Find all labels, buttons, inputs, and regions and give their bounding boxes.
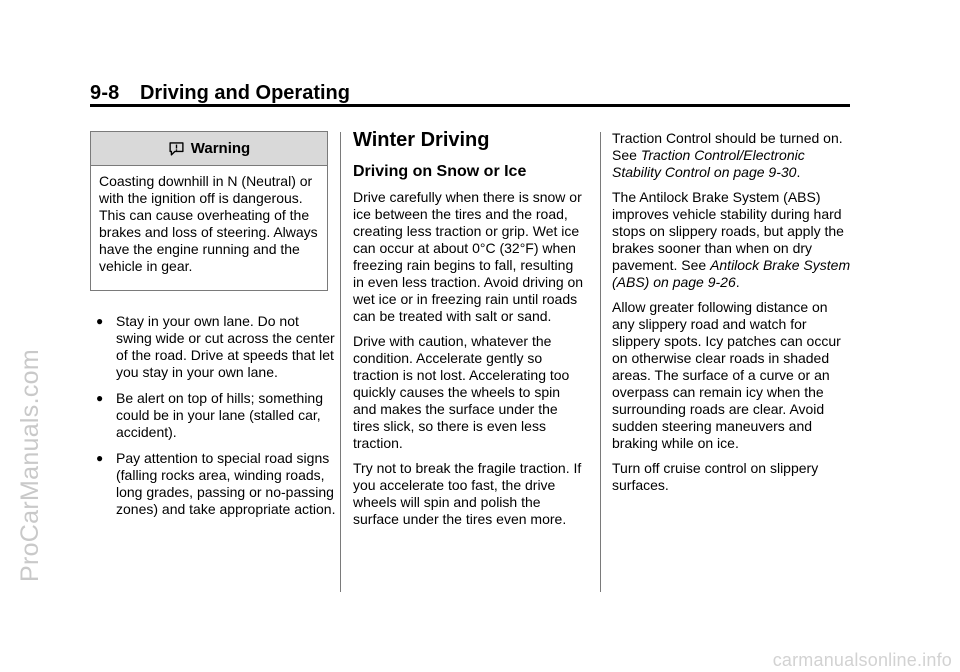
subsection-heading: Driving on Snow or Ice — [353, 163, 527, 180]
page-header — [90, 82, 850, 105]
bullet-icon: ● — [96, 451, 104, 465]
header-rule — [90, 104, 850, 107]
paragraph: Allow greater following distance on any slippery road and watch for slippery spots. Icy patches can occur on otherwise clear roads in shaded areas. The surface of a curve or an overpass can remain icy when the surrounding roads are clear. Avoid sudden steering maneuvers and braking while on ice. — [612, 299, 841, 451]
paragraph: Traction Control should be turned on. See Traction Control/Electronic Stability Control on page 9-30. — [612, 130, 843, 180]
bullet-icon: ● — [96, 314, 104, 328]
paragraph: Drive carefully when there is snow or ice between the tires and the road, creating less traction or grip. Wet ice can occur at about 0°C (32°F) when freezing rain begins to fall, resulting in even less traction. Avoid driving on wet ice or in freezing rain until roads can be treated with salt or sand. — [353, 189, 584, 324]
column-divider-1 — [340, 132, 341, 592]
section-heading: Winter Driving — [353, 129, 490, 151]
warning-text: Coasting downhill in N (Neutral) or with the ignition off is dangerous. This can cause overheating of the brakes and loss of steering. Always have the engine running and the vehicle in gear. — [99, 173, 318, 274]
cross-reference-link[interactable]: Antilock Brake System (ABS) on page 9-26 — [612, 257, 851, 290]
paragraph: Try not to break the fragile traction. If you accelerate too fast, the drive wheels will spin and polish the surface under the tires even more. — [353, 460, 582, 527]
list-item: ● Be alert on top of hills; something could be in your lane (stalled car, accident). — [96, 390, 324, 440]
paragraph: The Antilock Brake System (ABS) improves vehicle stability during hard stops on slippery roads, but apply the brakes sooner than when on dry pavement. See Antilock Brake System (ABS) on page 9-26. — [612, 189, 851, 290]
bullet-icon: ● — [96, 391, 104, 405]
warning-box — [90, 131, 328, 291]
page-number: 9-8 — [90, 82, 120, 104]
list-item: ● Stay in your own lane. Do not swing wide or cut across the center of the road. Drive at speeds that let you stay in your own lane. — [96, 313, 335, 380]
warning-header — [91, 132, 327, 166]
side-watermark: ProCarManuals.com — [16, 349, 44, 582]
footer-watermark: carmanualsonline.info — [772, 650, 952, 670]
driving-tips-list — [96, 313, 336, 527]
winter-driving-section — [353, 128, 587, 536]
warning-title: Warning — [190, 140, 251, 157]
paragraph: Drive with caution, whatever the condition. Accelerate gently so traction is not lost. Accelerating too quickly causes the wheels to spin and makes the surface under the tires slick, so there is even less traction. — [353, 333, 570, 451]
paragraph: Turn off cruise control on slippery surfaces. — [612, 460, 819, 493]
caution-icon — [168, 140, 185, 157]
list-item: ● Pay attention to special road signs (falling rocks area, winding roads, long grades, passing or no-passing zones) and take appropriate action. — [96, 450, 336, 517]
section-title: Driving and Operating — [139, 82, 350, 104]
column-divider-2 — [600, 132, 601, 592]
traction-section — [612, 130, 852, 502]
cross-reference-link[interactable]: Traction Control/Electronic Stability Control on page 9-30 — [612, 147, 805, 180]
